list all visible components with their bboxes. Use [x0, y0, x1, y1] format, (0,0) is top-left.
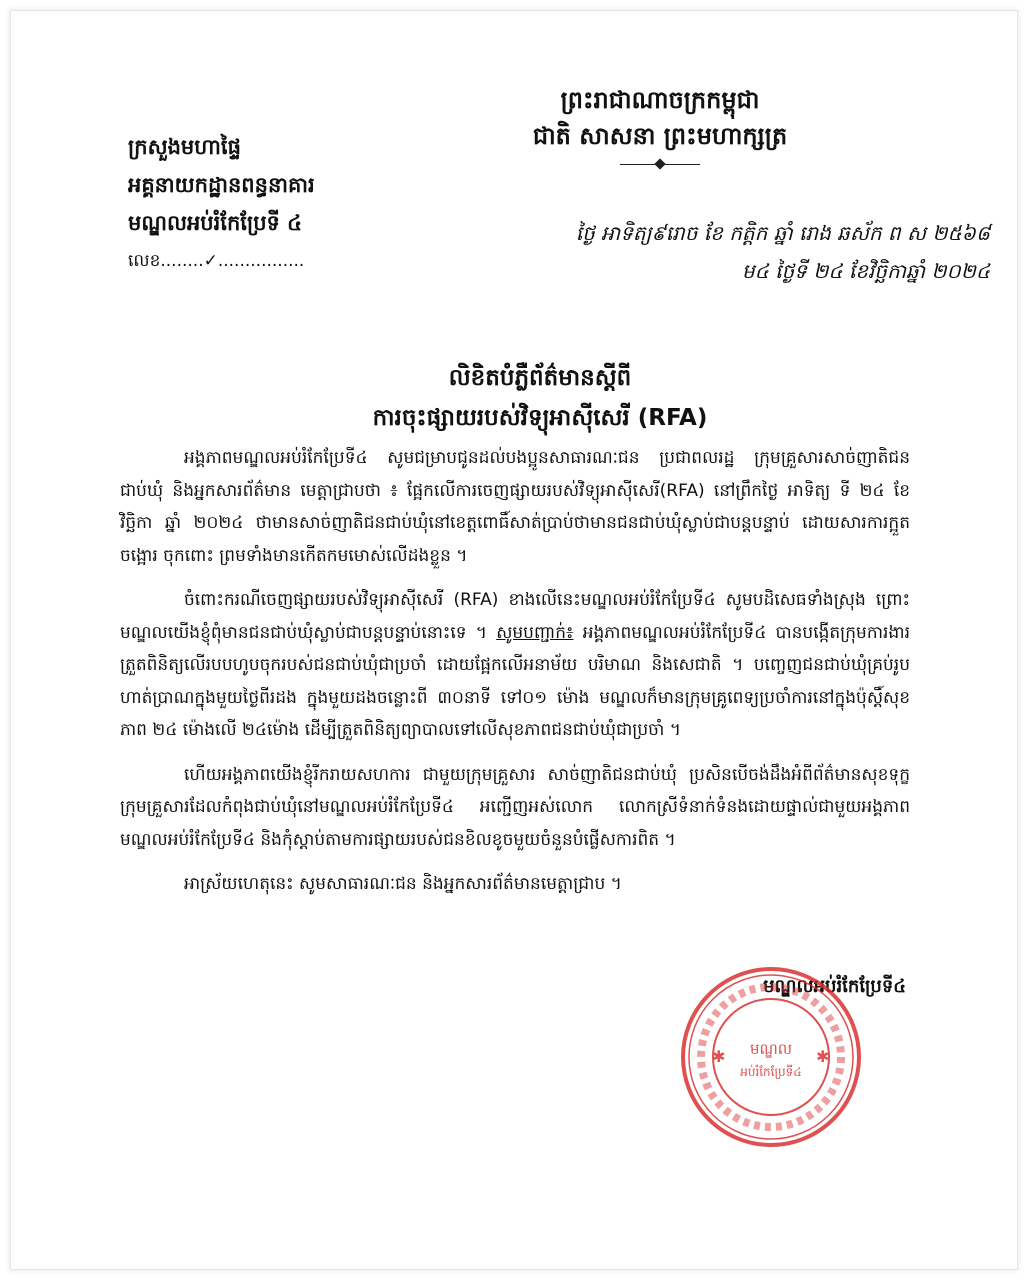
kingdom-name: ព្រះរាជាណាចក្រកម្ពុជា: [560, 86, 760, 114]
seal-center-line-2: អប់រំកែប្រែទី៤: [740, 1065, 802, 1079]
paragraph-2-part-b: អង្គភាពមណ្ឌលអប់រំកែប្រែទី៤ បានបង្កើតក្រុមការងារត្រួតពិនិត្យលើរបបហូបចុករបស់ជនជាប់ឃុំជាប្រចាំ ដោយផ្អែកលើអនាម័យ បរិមាណ និងសេជាតិ ។ បញ្ចេញជនជាប់ឃុំគ្រប់រូបហាត់ប្រាណក្នុងមួយថ្ងៃពីរដង ក្នុងមួយដងចន្លោះពី ៣០នាទី ទៅ០១ ម៉ោង មណ្ឌលក៏មានក្រុមគ្រូពេទ្យប្រចាំការនៅក្នុងប៉ុស្តិ៍សុខភាព ២៤ ម៉ោងលើ ២៤ម៉ោង ដើម្បីត្រួតពិនិត្យព្យាបាលទៅលើសុខភាពជនជាប់ឃុំជាប្រចាំ ។: [120, 622, 910, 740]
title-line-1: លិខិតបំភ្លឺព័ត៌មានស្តីពី: [448, 365, 632, 391]
ministry-name: ក្រសួងមហាផ្ទៃ: [128, 135, 241, 159]
lunar-date: ថ្ងៃ អាទិត្យ៩រោច ខែ កត្តិក ឆ្នាំ រោង ឆស័ក ព ស ២៥៦៨: [575, 221, 990, 245]
document-body: [120, 442, 910, 901]
paragraph-2: [120, 584, 910, 747]
svg-text:✱: ✱: [712, 1047, 726, 1066]
center-name: មណ្ឌលអប់រំកែប្រែទី ៤: [128, 211, 303, 235]
paragraph-1: អង្គភាពមណ្ឌលអប់រំកែប្រែទី៤ សូមជម្រាបជូនដល់បងប្អូនសាធារណៈជន ប្រជាពលរដ្ឋ ក្រុមគ្រួសារសាច់ញាតិជនជាប់ឃុំ និងអ្នកសារព័ត៌មាន មេត្តាជ្រាបថា ៖ ផ្អែកលើការចេញផ្សាយរបស់វិទ្យុអាស៊ីសេរី(RFA) នៅព្រឹកថ្ងៃ អាទិត្យ ទី ២៤ ខែ វិច្ឆិកា ឆ្នាំ ២០២៤ ថាមានសាច់ញាតិជនជាប់ឃុំនៅខេត្តពោធិ៍សាត់ប្រាប់ថាមានជនជាប់ឃុំស្លាប់ជាបន្តបន្ទាប់ ដោយសារការក្អួតចង្អោរ ចុកពោះ ព្រមទាំងមានកើតកមមោស់លើដងខ្លួន ។: [120, 448, 910, 566]
paragraph-2-part-a: ចំពោះករណីចេញផ្សាយរបស់វិទ្យុអាស៊ីសេរី (RFA) ខាងលើនេះមណ្ឌលអប់រំកែប្រែទី៤ សូមបដិសេធទាំងស្រុង ព្រោះមណ្ឌលយើងខ្ញុំពុំមានជនជាប់ឃុំស្លាប់ជាបន្តបន្ទាប់នោះទេ ។: [120, 590, 910, 643]
clarification-label: សូមបញ្ជាក់៖: [496, 622, 574, 643]
issuing-authority: [128, 128, 448, 280]
signature-org: មណ្ឌលអប់រំកែប្រែទី៤: [763, 976, 906, 997]
official-seal: [676, 962, 866, 1152]
kingdom-header: [440, 82, 880, 165]
ornament-divider: [620, 164, 700, 165]
title-line-2: ការចុះផ្សាយរបស់វិទ្យុអាស៊ីសេរី (RFA): [372, 405, 708, 431]
document-title: [200, 358, 880, 438]
national-motto: ជាតិ សាសនា ព្រះមហាក្សត្រ: [532, 122, 788, 150]
paragraph-3: ហើយអង្គភាពយើងខ្ញុំរីករាយសហការ ជាមួយក្រុមគ្រួសារ សាច់ញាតិជនជាប់ឃុំ ប្រសិនបើចង់ដឹងអំពីព័ត៌មានសុខទុក្ខក្រុមគ្រួសារដែលកំពុងជាប់ឃុំនៅមណ្ឌលអប់រំកែប្រែទី៤ អញ្ជើញអស់លោក លោកស្រីទំនាក់ទំនងដោយផ្ទាល់ជាមួយអង្គភាពមណ្ឌលអប់រំកែប្រែទី៤ និងកុំស្តាប់តាមការផ្សាយរបស់ជនខិលខូចមួយចំនួនបំផ្លើសការពិត ។: [120, 764, 910, 850]
department-name: អគ្គនាយកដ្ឋានពន្ធនាគារ: [128, 173, 315, 197]
solar-date: ម៤ ថ្ងៃទី ២៤ ខែវិច្ឆិកាឆ្នាំ ២០២៤: [741, 259, 990, 283]
seal-center-line-1: មណ្ឌល: [749, 1040, 793, 1058]
reference-number: លេខ........✓................: [128, 251, 305, 271]
svg-text:✱: ✱: [816, 1047, 830, 1066]
closing-line: អាស្រ័យហេតុនេះ សូមសាធារណៈជន និងអ្នកសារព័ត៌មានមេត្តាជ្រាប ។: [184, 874, 622, 894]
document-date: [470, 214, 990, 290]
